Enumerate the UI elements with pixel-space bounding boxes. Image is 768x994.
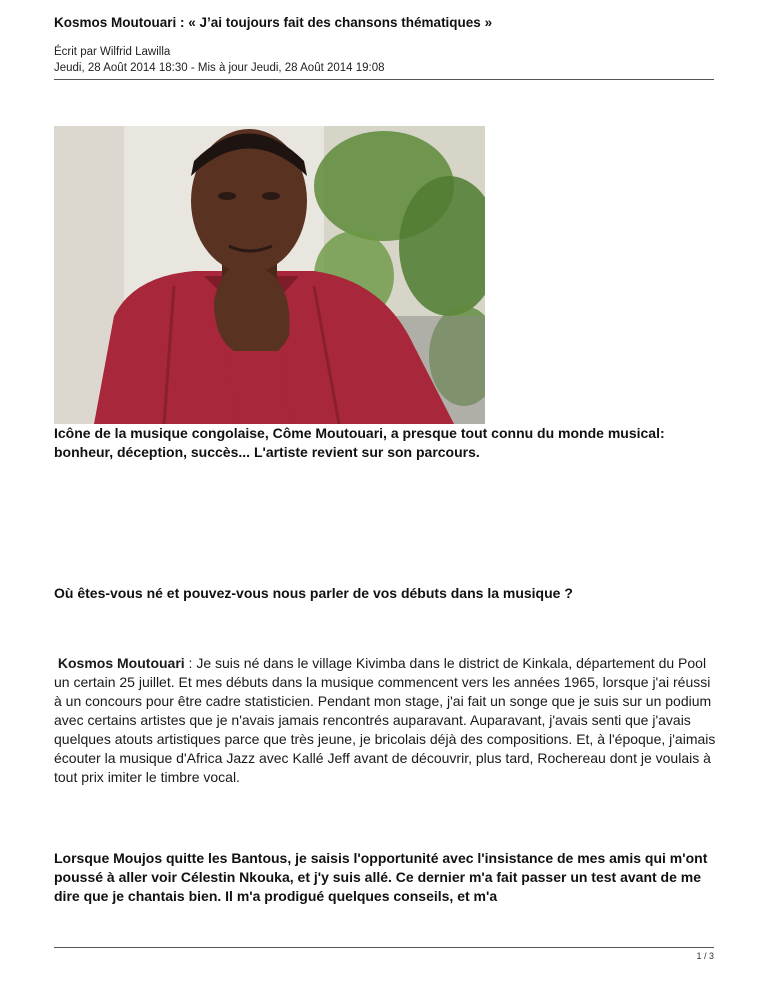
- interview-answer: [54, 654, 719, 787]
- document-page: [54, 0, 714, 994]
- article-photo: [54, 126, 485, 424]
- article-meta: [54, 44, 385, 76]
- interview-question: Où êtes-vous né et pouvez-vous nous parler de vos débuts dans la musique ?: [54, 585, 573, 601]
- author-line: Écrit par Wilfrid Lawilla: [54, 46, 171, 58]
- article-title: Kosmos Moutouari : « J’ai toujours fait des chansons thématiques »: [54, 15, 493, 30]
- footer-divider: [54, 947, 714, 948]
- bold-paragraph: Lorsque Moujos quitte les Bantous, je saisis l'opportunité avec l'insistance de mes amis qui m'ont poussé à aller voir Célestin Nkouka, et j'y suis allé. Ce dernier m'a fait passer un test avant de me dire que je chantais bien. Il m'a prodigué quelques conseils, et m'a: [54, 850, 708, 904]
- photo-caption: Icône de la musique congolaise, Côme Moutouari, a presque tout connu du monde musical: bonheur, déception, succès... L'artiste revient sur son parcours.: [54, 425, 665, 460]
- header-divider: [54, 79, 714, 80]
- answer-text: : Je suis né dans le village Kivimba dans le district de Kinkala, département du Pool un certain 25 juillet. Et mes débuts dans la musique commencent vers les années 1965, lorsque j'ai réussi à un concours pour être cadre statisticien. Pendant mon stage, j'ai fait un songe que je suis sur un podium avec certains artistes que je n'avais jamais rencontrés auparavant. Auparavant, j'avais senti que j'avais quelques atouts artistiques parce que très jeune, je bricolais déjà des compositions. Et, à l'époque, j'aimais écouter la musique d'Africa Jazz avec Kallé Jeff avant de découvrir, plus tard, Rochereau dont je voulais à tout prix imiter le timbre vocal.: [54, 655, 716, 785]
- speaker-name: Kosmos Moutouari: [57, 655, 185, 671]
- page-number: 1 / 3: [696, 951, 714, 961]
- date-line: Jeudi, 28 Août 2014 18:30 - Mis à jour Jeudi, 28 Août 2014 19:08: [54, 62, 385, 74]
